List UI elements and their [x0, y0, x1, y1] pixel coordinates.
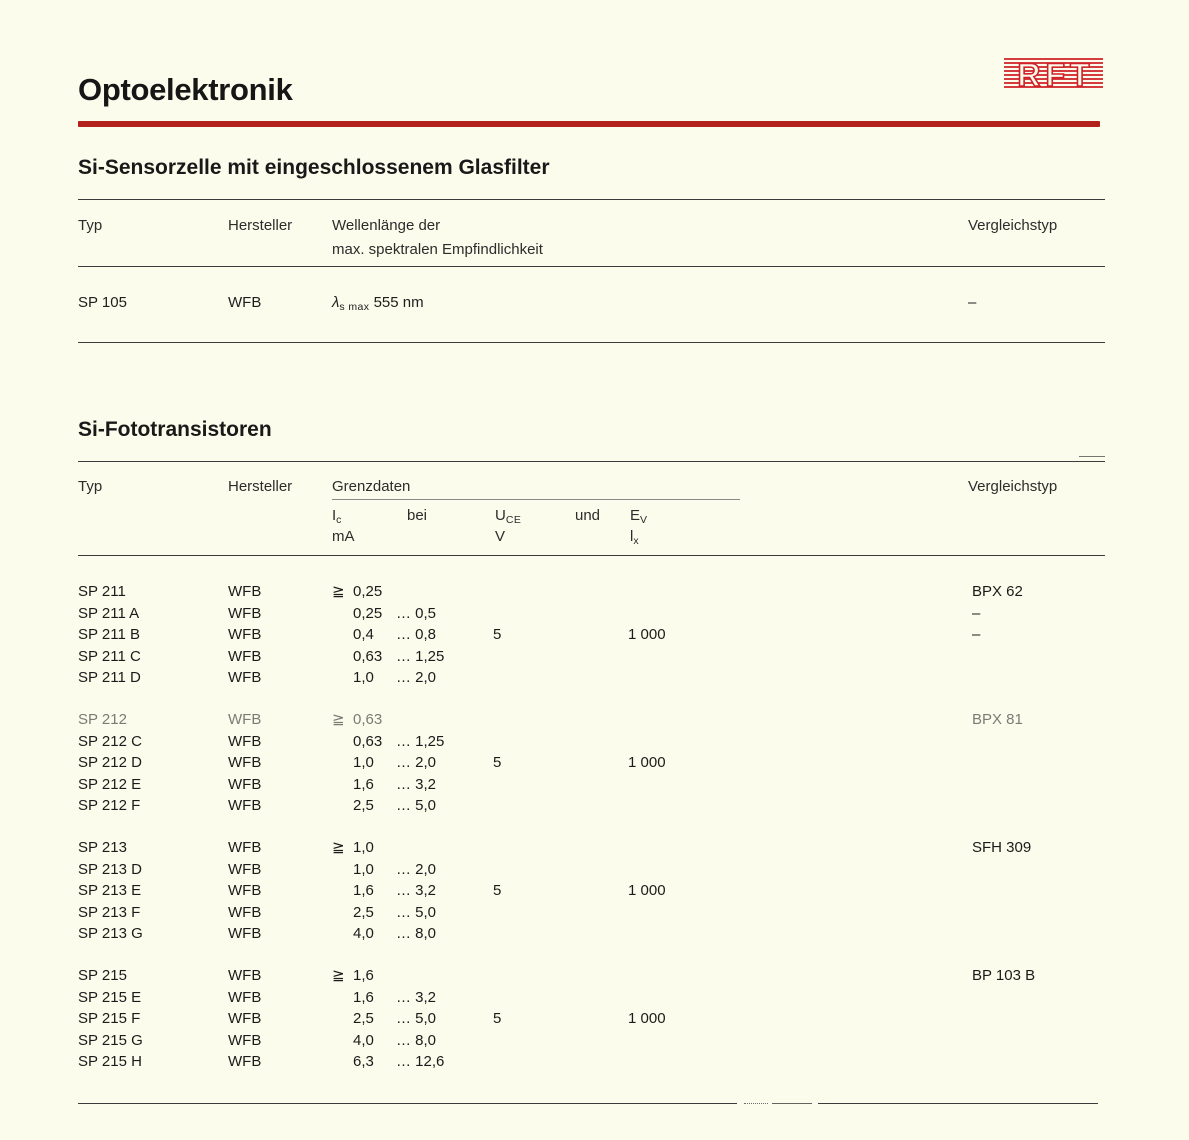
row-typ: SP 213 D [78, 860, 142, 878]
logo-text: RFT [1017, 57, 1095, 93]
ic-min-value: 1,6 [353, 775, 374, 793]
row-hersteller: WFB [228, 604, 262, 622]
table-row [78, 1008, 1108, 1030]
row-typ: SP 212 [78, 710, 127, 728]
ic-min-value: 1,6 [353, 882, 374, 900]
lux-subscript: x [633, 535, 639, 547]
accent-rule [78, 121, 1100, 127]
row-ev-value: 1 000 [628, 882, 666, 900]
table-row [78, 752, 1108, 774]
ic-max-value: … 2,0 [396, 669, 437, 687]
sensor-col-typ: Typ [78, 217, 103, 234]
subcol-ic-unit: mA [332, 528, 355, 545]
row-typ: SP 211 [78, 583, 126, 600]
row-typ: SP 213 G [78, 925, 143, 943]
row-uce-value: 5 [493, 754, 502, 772]
table-row [78, 795, 1108, 817]
bottom-rule-mid [772, 1103, 812, 1104]
transistor-section-heading: Si-Fototransistoren [78, 418, 272, 441]
ic-min-value: 1,0 [353, 860, 374, 878]
sensor-table-header-rule [78, 266, 1105, 267]
ic-symbol: I [332, 507, 337, 524]
row-ic-grenzdaten [332, 923, 436, 945]
ic-min-value: 0,4 [353, 626, 374, 644]
transistor-group-2 [78, 709, 1108, 817]
row-ic-grenzdaten [332, 646, 444, 668]
row-typ: SP 211 D [78, 669, 141, 687]
sensor-col-wellenlaenge-1: Wellenlänge der [332, 217, 441, 234]
row-hersteller: WFB [228, 775, 262, 793]
ic-min-value: 0,63 [353, 732, 383, 750]
row-typ: SP 211 C [78, 647, 141, 665]
top-rule-print-artifact [1079, 456, 1105, 457]
sensor-row-wellenlaenge [332, 293, 424, 317]
ic-max-value: … 5,0 [396, 1010, 437, 1028]
ic-max-value: … 8,0 [396, 1031, 437, 1049]
transistor-group-3 [78, 837, 1108, 945]
row-hersteller: WFB [228, 647, 262, 665]
ic-ge-symbol: ≧ [332, 583, 349, 600]
row-hersteller: WFB [228, 903, 262, 921]
row-hersteller: WFB [228, 754, 262, 772]
row-typ: SP 213 E [78, 882, 142, 900]
row-ic-grenzdaten [332, 581, 396, 603]
table-row [78, 624, 1108, 646]
row-typ: SP 215 G [78, 1031, 143, 1049]
sensor-row-vergleichstyp: – [968, 294, 977, 311]
ic-max-value: … 5,0 [396, 903, 437, 921]
ic-min-value: 1,6 [353, 988, 374, 1006]
row-typ: SP 213 [78, 838, 127, 856]
row-vergleichstyp: BPX 62 [972, 583, 1023, 600]
row-typ: SP 212 D [78, 754, 142, 772]
row-ev-value: 1 000 [628, 626, 666, 644]
ic-min-value: 1,0 [353, 669, 374, 687]
row-vergleichstyp: BP 103 B [972, 966, 1036, 984]
row-ic-grenzdaten [332, 880, 436, 902]
row-hersteller: WFB [228, 710, 262, 728]
ic-max-value: … 12,6 [396, 1053, 445, 1071]
table-row [78, 667, 1108, 689]
sensor-col-wellenlaenge-2: max. spektralen Empfindlichkeit [332, 241, 543, 258]
row-typ: SP 215 E [78, 988, 142, 1006]
ic-min-value: 2,5 [353, 797, 374, 815]
row-hersteller: WFB [228, 797, 262, 815]
ic-ge-symbol: ≧ [332, 838, 349, 856]
ic-min-value: 4,0 [353, 1031, 374, 1049]
row-ic-grenzdaten [332, 987, 436, 1009]
ic-min-value: 1,6 [353, 966, 374, 984]
page-title: Optoelektronik [78, 72, 293, 107]
bottom-rule-left [78, 1103, 737, 1104]
lambda-symbol: λ [332, 294, 340, 311]
row-vergleichstyp: BPX 81 [972, 710, 1023, 728]
uce-subscript: CE [505, 514, 522, 526]
subcol-und: und [575, 507, 601, 524]
transistor-table-top-rule [78, 461, 1105, 462]
ic-min-value: 2,5 [353, 1010, 374, 1028]
ic-max-value: … 2,0 [396, 860, 437, 878]
sensor-col-hersteller: Hersteller [228, 217, 293, 234]
row-hersteller: WFB [228, 838, 262, 856]
row-hersteller: WFB [228, 988, 262, 1006]
transistor-table-body [78, 581, 1108, 1093]
row-uce-value: 5 [493, 882, 502, 900]
transistor-table-header-rule [78, 555, 1105, 556]
ic-max-value: … 1,25 [396, 732, 445, 750]
ic-min-value: 2,5 [353, 903, 374, 921]
ic-min-value: 6,3 [353, 1053, 374, 1071]
ev-subscript: V [640, 514, 648, 526]
ic-ge-symbol: ≧ [332, 710, 349, 728]
row-typ: SP 213 F [78, 903, 141, 921]
transistor-group-4 [78, 965, 1108, 1073]
ic-max-value: … 5,0 [396, 797, 437, 815]
ic-max-value: … 3,2 [396, 882, 437, 900]
table-row [78, 965, 1108, 987]
table-row [78, 902, 1108, 924]
subcol-uce-unit: V [495, 528, 506, 545]
row-hersteller: WFB [228, 583, 262, 600]
bottom-rule-right [818, 1103, 1098, 1104]
table-row [78, 987, 1108, 1009]
table-row [78, 1030, 1108, 1052]
row-ev-value: 1 000 [628, 754, 666, 772]
ic-min-value: 4,0 [353, 925, 374, 943]
bottom-rule-dots [744, 1103, 768, 1104]
row-hersteller: WFB [228, 860, 262, 878]
table-row [78, 709, 1108, 731]
row-ic-grenzdaten [332, 837, 396, 859]
row-typ: SP 215 [78, 966, 127, 984]
ic-min-value: 0,63 [353, 710, 383, 728]
lux-symbol: l [630, 528, 634, 545]
row-ic-grenzdaten [332, 731, 444, 753]
table-row [78, 923, 1108, 945]
row-typ: SP 212 C [78, 732, 142, 750]
table-row [78, 880, 1108, 902]
row-typ: SP 215 F [78, 1010, 141, 1028]
ic-subscript: c [336, 514, 342, 526]
subcol-ev-unit [630, 527, 639, 551]
row-ic-grenzdaten [332, 752, 436, 774]
row-hersteller: WFB [228, 626, 262, 644]
ic-max-value: … 3,2 [396, 988, 437, 1006]
row-typ: SP 215 H [78, 1053, 142, 1071]
table-row [78, 1051, 1108, 1073]
row-hersteller: WFB [228, 669, 262, 687]
transistor-col-hersteller: Hersteller [228, 478, 293, 495]
row-ic-grenzdaten [332, 795, 436, 817]
row-ic-grenzdaten [332, 774, 436, 796]
transistor-col-grenzdaten: Grenzdaten [332, 478, 411, 495]
row-hersteller: WFB [228, 966, 262, 984]
row-ic-grenzdaten [332, 1051, 444, 1073]
sensor-row-typ: SP 105 [78, 294, 127, 311]
row-hersteller: WFB [228, 1053, 262, 1071]
table-row [78, 859, 1108, 881]
row-ic-grenzdaten [332, 709, 396, 731]
ic-max-value: … 2,0 [396, 754, 437, 772]
row-vergleichstyp: – [972, 604, 981, 622]
ic-max-value: … 3,2 [396, 775, 437, 793]
transistor-group-1 [78, 581, 1108, 689]
row-ic-grenzdaten [332, 624, 436, 646]
sensor-col-vergleichstyp: Vergleichstyp [968, 217, 1058, 234]
row-hersteller: WFB [228, 1031, 262, 1049]
row-ic-grenzdaten [332, 1008, 436, 1030]
ev-symbol: E [630, 507, 641, 524]
row-typ: SP 211 B [78, 626, 140, 644]
ic-min-value: 1,0 [353, 838, 374, 856]
table-row [78, 774, 1108, 796]
lambda-subscript: s max [339, 301, 370, 313]
ic-max-value: … 8,0 [396, 925, 437, 943]
row-typ: SP 211 A [78, 604, 140, 622]
sensor-section-heading: Si-Sensorzelle mit eingeschlossenem Glasfilter [78, 156, 550, 179]
table-row [78, 646, 1108, 668]
ic-max-value: … 1,25 [396, 647, 445, 665]
row-hersteller: WFB [228, 882, 262, 900]
row-hersteller: WFB [228, 1010, 262, 1028]
row-ic-grenzdaten [332, 1030, 436, 1052]
transistor-col-typ: Typ [78, 478, 103, 495]
rft-logo [1002, 50, 1108, 96]
ic-min-value: 0,25 [353, 604, 383, 622]
row-ic-grenzdaten [332, 603, 436, 625]
ic-max-value: … 0,5 [396, 604, 437, 622]
row-ic-grenzdaten [332, 667, 436, 689]
ic-max-value: … 0,8 [396, 626, 437, 644]
row-vergleichstyp: – [972, 626, 981, 644]
ic-min-value: 0,25 [353, 583, 383, 600]
grenzdaten-underline [332, 499, 740, 500]
row-ev-value: 1 000 [628, 1010, 666, 1028]
transistor-col-vergleichstyp: Vergleichstyp [968, 478, 1058, 495]
sensor-table-top-rule [78, 199, 1105, 200]
ic-min-value: 0,63 [353, 647, 383, 665]
row-hersteller: WFB [228, 732, 262, 750]
table-row [78, 837, 1108, 859]
wavelength-value: 555 nm [369, 294, 424, 311]
row-ic-grenzdaten [332, 902, 436, 924]
row-ic-grenzdaten [332, 859, 436, 881]
table-row [78, 603, 1108, 625]
sensor-row-hersteller: WFB [228, 294, 262, 311]
row-vergleichstyp: SFH 309 [972, 838, 1032, 856]
sensor-table-bottom-rule [78, 342, 1105, 343]
table-row [78, 731, 1108, 753]
ic-ge-symbol: ≧ [332, 966, 349, 984]
row-uce-value: 5 [493, 626, 502, 644]
row-uce-value: 5 [493, 1010, 502, 1028]
subcol-bei: bei [407, 507, 428, 524]
uce-symbol: U [495, 507, 506, 524]
ic-min-value: 1,0 [353, 754, 374, 772]
row-ic-grenzdaten [332, 965, 396, 987]
row-hersteller: WFB [228, 925, 262, 943]
table-row [78, 581, 1108, 603]
row-typ: SP 212 F [78, 797, 141, 815]
row-typ: SP 212 E [78, 775, 142, 793]
